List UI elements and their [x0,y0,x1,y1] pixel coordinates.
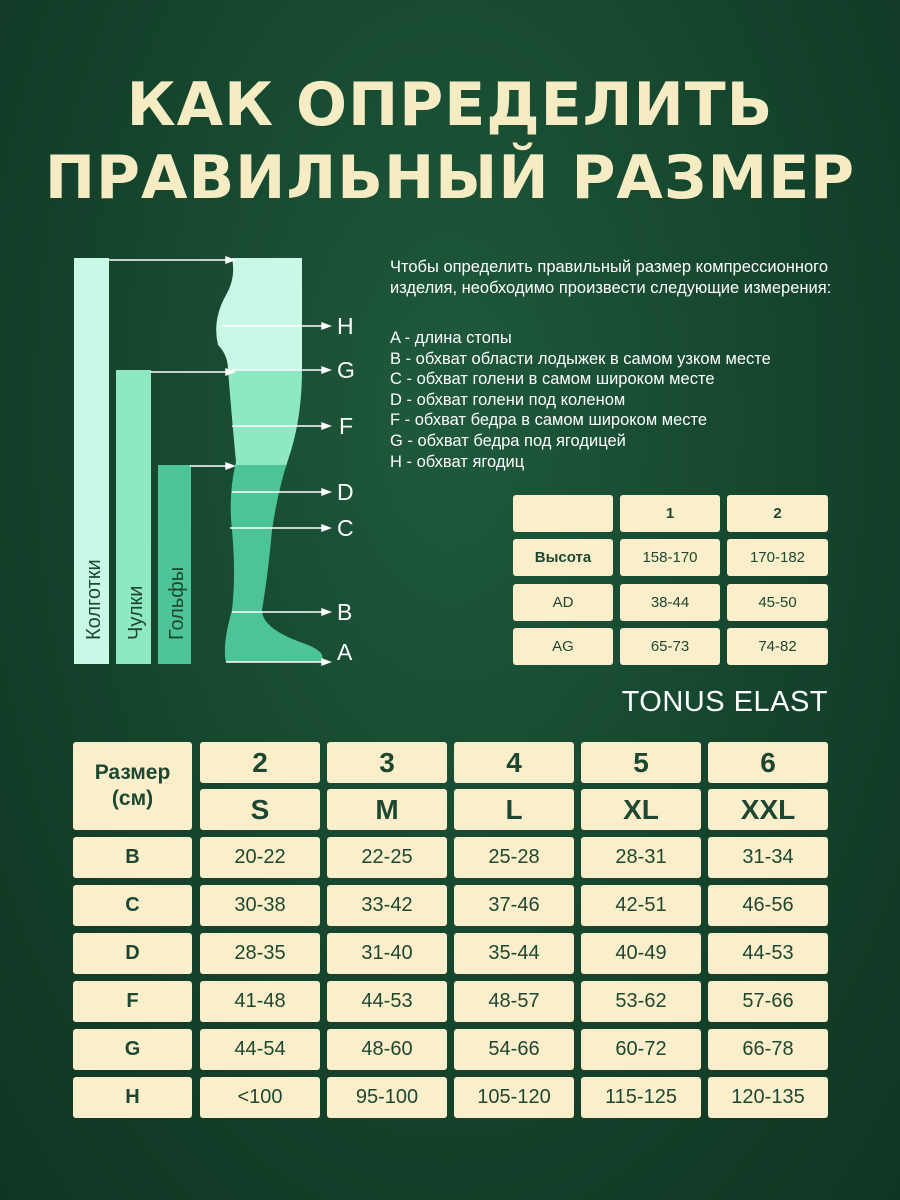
point-D-label: D [337,479,354,505]
size-number: 5 [581,742,701,783]
size-cell: 28-31 [581,837,701,878]
size-cell: 48-57 [454,981,574,1022]
small-table-cell: 38-44 [620,584,720,621]
small-table-cell: 45-50 [727,584,828,621]
size-cell: 20-22 [200,837,320,878]
size-cell: 95-100 [327,1077,447,1118]
size-letter: L [454,789,574,830]
size-cell: 30-38 [200,885,320,926]
small-table-header-1: 1 [620,495,720,532]
size-cell: 31-34 [708,837,828,878]
measurement-item: H - обхват ягодиц [390,452,525,471]
size-letter: M [327,789,447,830]
size-cell: 37-46 [454,885,574,926]
small-table-row-label: AD [513,584,613,621]
size-row-label: H [73,1077,192,1118]
size-cell: 33-42 [327,885,447,926]
size-cell: 60-72 [581,1029,701,1070]
point-C-label: C [337,515,354,541]
page-title-line-2: ПРАВИЛЬНЫЙ РАЗМЕР [44,143,856,213]
size-cell: 31-40 [327,933,447,974]
small-table-row-label: Высота [513,539,613,576]
size-cell: 46-56 [708,885,828,926]
size-cell: 44-53 [708,933,828,974]
small-table-corner [513,495,613,532]
size-number: 2 [200,742,320,783]
point-B-label: B [337,599,353,625]
size-cell: 41-48 [200,981,320,1022]
measurement-item: B - обхват области лодыжек в самом узком месте [390,349,771,368]
size-cell: 57-66 [708,981,828,1022]
bar-stockings-label: Чулки [125,585,147,640]
small-table-row-label: AG [513,628,613,665]
size-cell: 28-35 [200,933,320,974]
measurement-list [390,328,880,472]
size-number: 6 [708,742,828,783]
size-cell: 35-44 [454,933,574,974]
small-table-cell: 170-182 [727,539,828,576]
point-H-label: H [337,313,354,339]
size-row-label: D [73,933,192,974]
bar-tights-label: Колготки [83,559,105,640]
size-table-corner: Размер (см) [73,742,192,830]
size-row-label: G [73,1029,192,1070]
size-cell: 44-54 [200,1029,320,1070]
small-table-cell: 158-170 [620,539,720,576]
size-cell: 66-78 [708,1029,828,1070]
measurement-item: A - длина стопы [390,329,512,347]
size-cell: 48-60 [327,1029,447,1070]
size-cell: 40-49 [581,933,701,974]
bar-knee-highs-label: Гольфы [166,566,188,640]
size-row-label: C [73,885,192,926]
measurement-item: C - обхват голени в самом широком месте [390,370,715,389]
size-letter: XXL [708,789,828,830]
size-letter: S [200,789,320,830]
point-A-label: A [337,639,353,665]
size-cell: 54-66 [454,1029,574,1070]
page-title-line-1: КАК ОПРЕДЕЛИТЬ [126,70,774,140]
small-table-cell: 65-73 [620,628,720,665]
size-cell: 120-135 [708,1077,828,1118]
intro-text: Чтобы определить правильный размер компрессионного изделия, необходимо произвести следующие измерения: [390,258,832,297]
small-table-cell: 74-82 [727,628,828,665]
size-cell: 44-53 [327,981,447,1022]
point-G-label: G [337,357,355,383]
small-table-header-2: 2 [727,495,828,532]
size-cell: 42-51 [581,885,701,926]
brand-name: TONUS ELAST [621,686,828,718]
size-cell: 105-120 [454,1077,574,1118]
size-cell: 25-28 [454,837,574,878]
size-row-label: F [73,981,192,1022]
measurement-item: D - обхват голени под коленом [390,390,626,409]
measurement-item: G - обхват бедра под ягодицей [390,431,626,450]
size-row-label: B [73,837,192,878]
size-cell: <100 [200,1077,320,1118]
size-cell: 115-125 [581,1077,701,1118]
point-F-label: F [339,413,354,439]
size-cell: 22-25 [327,837,447,878]
size-number: 4 [454,742,574,783]
measurement-item: F - обхват бедра в самом широком месте [390,411,708,430]
size-cell: 53-62 [581,981,701,1022]
leg-measurement-diagram [0,245,370,675]
size-number: 3 [327,742,447,783]
size-letter: XL [581,789,701,830]
